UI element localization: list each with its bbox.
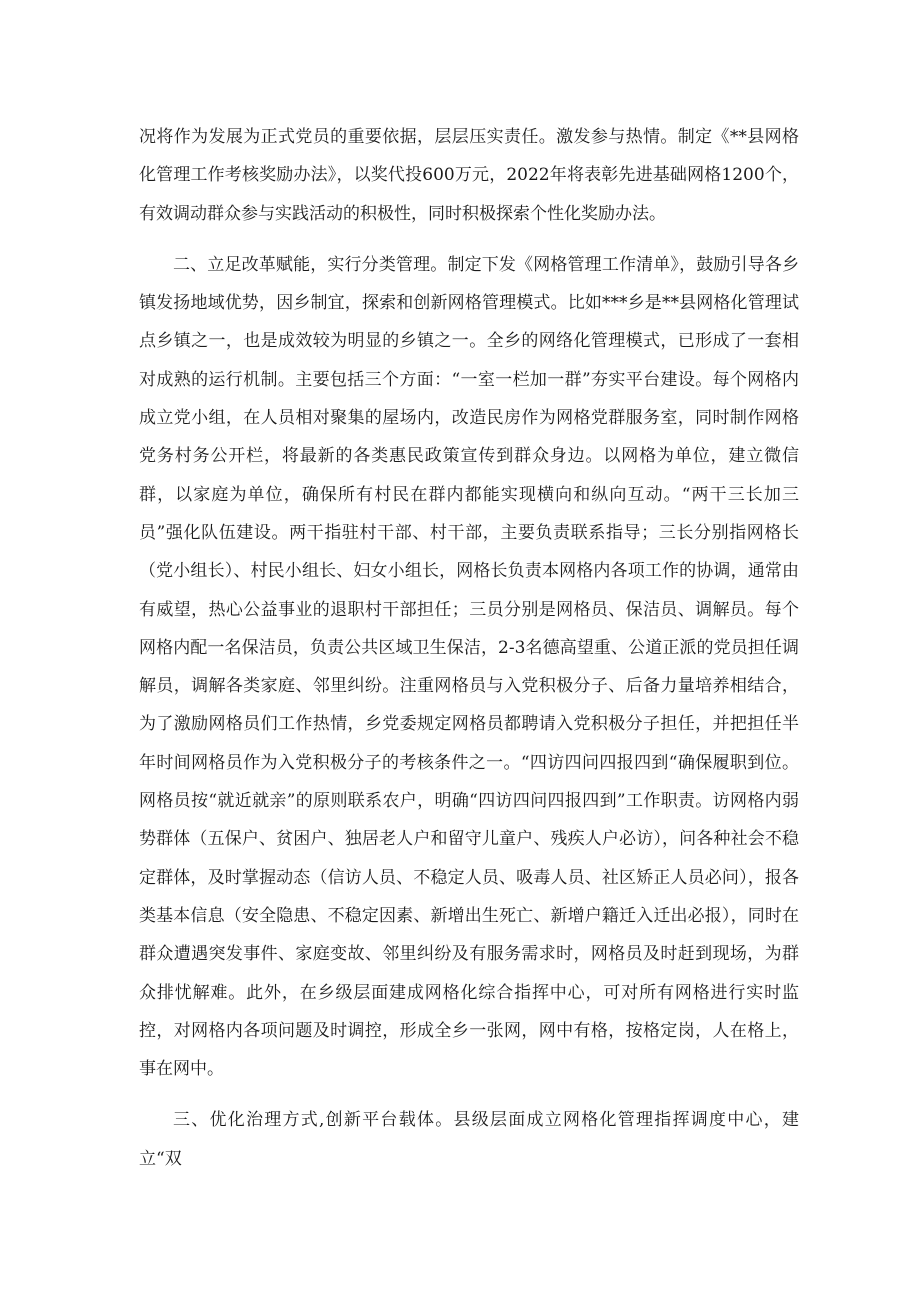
paragraph-section-two: 二、立足改革赋能，实行分类管理。制定下发《网格管理工作清单》，鼓励引导各乡镇发扬地域优势，因乡制宜，探索和创新网格管理模式。比如***乡是**县网格化管理试点乡镇之一，也是成效较为明显的乡镇之一。全乡的网络化管理模式，已形成了一套相对成熟的运行机制。主要包括三个方面：“一室一栏加一群”夯实平台建设。每个网格内成立党小组，在人员相对聚集的屋场内，改造民房作为网格党群服务室，同时制作网格党务村务公开栏，将最新的各类惠民政策宣传到群众身边。以网格为单位，建立微信群，以家庭为单位，确保所有村民在群内都能实现横向和纵向互动。“两干三长加三员”强化队伍建设。两干指驻村干部、村干部，主要负责联系指导；三长分别指网格长（党小组长）、村民小组长、妇女小组长，网格长负责本网格内各项工作的协调，通常由有威望，热心公益事业的退职村干部担任；三员分别是网格员、保洁员、调解员。每个网格内配一名保洁员，负责公共区域卫生保洁，2-3名德高望重、公道正派的党员担任调解员，调解各类家庭、邻里纠纷。注重网格员与入党积极分子、后备力量培养相结合，为了激励网格员们工作热情，乡党委规定网格员都聘请入党积极分子担任，并把担任半年时间网格员作为入党积极分子的考核条件之一。“四访四问四报四到“确保履职到位。网格员按“就近就亲”的原则联系农户，明确“四访四问四报四到”工作职责。访网格内弱势群体（五保户、贫困户、独居老人户和留守儿童户、残疾人户必访），问各种社会不稳定群体，及时掌握动态（信访人员、不稳定人员、吸毒人员、社区矫正人员必问），报各类基本信息（安全隐患、不稳定因素、新增出生死亡、新增户籍迁入迁出必报），同时在群众遭遇突发事件、家庭变故、邻里纠纷及有服务需求时，网格员及时赶到现场，为群众排忧解难。此外，在乡级层面建成网格化综合指挥中心，可对所有网格进行实时监控，对网格内各项问题及时调控，形成全乡一张网，网中有格，按格定岗，人在格上，事在网中。: [139, 254, 799, 1080]
paragraph-section-three: 三、优化治理方式,创新平台载体。县级层面成立网格化管理指挥调度中心，建立“双: [139, 1110, 799, 1169]
document-body: [139, 118, 799, 1178]
paragraph-continuation: 况将作为发展为正式党员的重要依据，层层压实责任。激发参与热情。制定《**县网格化管理工作考核奖励办法》，以奖代投600万元，2022年将表彰先进基础网格1200个，有效调动群众参与实践活动的积极性，同时积极探索个性化奖励办法。: [139, 127, 799, 224]
